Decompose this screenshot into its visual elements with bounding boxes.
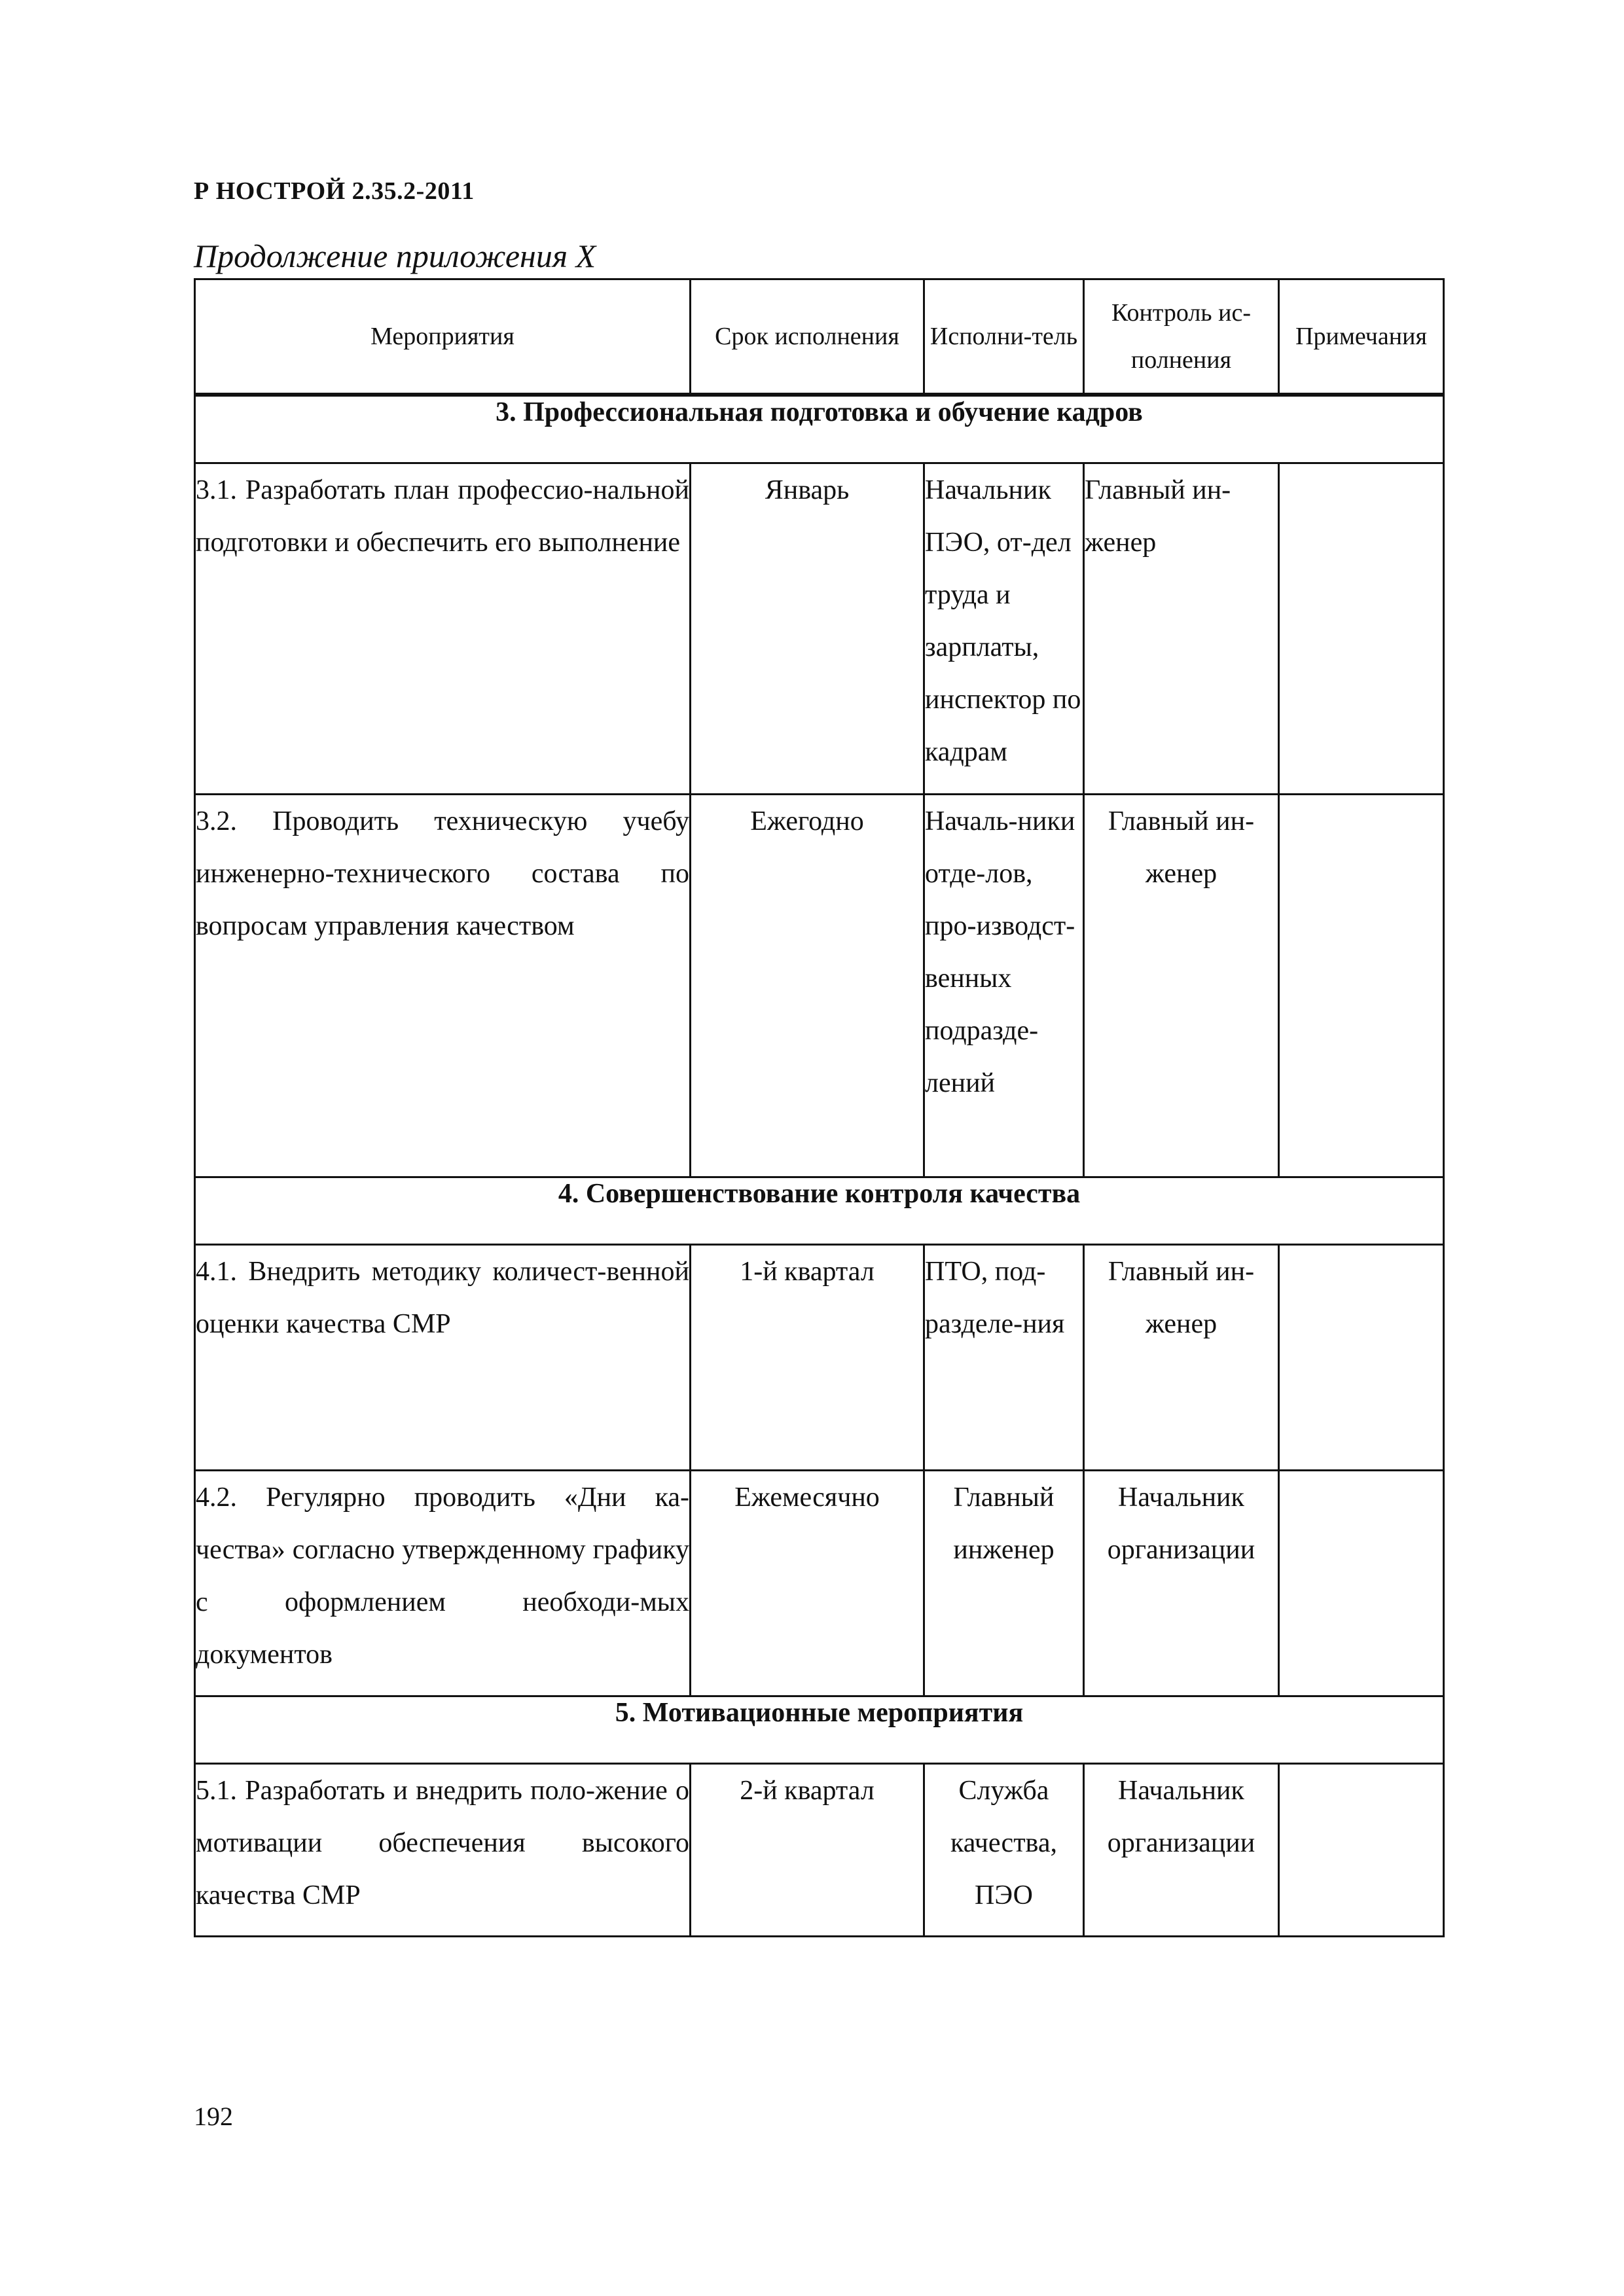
deadline-cell: 1-й квартал: [691, 1245, 924, 1471]
column-header-notes: Примечания: [1279, 279, 1444, 395]
note-cell: [1279, 463, 1444, 795]
note-cell: [1279, 1245, 1444, 1471]
section-title: 3. Профессиональная подготовка и обучение кадров: [195, 395, 1444, 463]
control-cell: Начальник организации: [1084, 1471, 1279, 1696]
note-cell: [1279, 795, 1444, 1177]
column-header-executor-text: Исполни-тель: [929, 323, 1078, 350]
deadline-cell: Январь: [691, 463, 924, 795]
control-cell: Главный ин-женер: [1084, 795, 1279, 1177]
column-header-activities: Мероприятия: [195, 279, 691, 395]
note-cell: [1279, 1471, 1444, 1696]
section-row: [195, 1177, 1444, 1245]
table-row: [195, 1471, 1444, 1696]
task-cell: 5.1. Разработать и внедрить поло-жение о мотивации обеспечения высокого качества СМР: [195, 1764, 691, 1937]
executor-cell: Служба качества, ПЭО: [924, 1764, 1084, 1937]
task-cell: 3.2. Проводить техническую учебу инженерно-технического состава по вопросам управления качеством: [195, 795, 691, 1177]
deadline-cell: Ежемесячно: [691, 1471, 924, 1696]
section-title: 4. Совершенствование контроля качества: [195, 1177, 1444, 1245]
table-row: [195, 1764, 1444, 1937]
note-cell: [1279, 1764, 1444, 1937]
activities-table: [194, 278, 1445, 1937]
table-row: [195, 1245, 1444, 1471]
table-header-row: [195, 279, 1444, 395]
column-header-deadline-text: Срок исполнения: [715, 323, 899, 350]
column-header-control-text: Контроль ис-полнения: [1111, 299, 1251, 374]
task-cell: 4.2. Регулярно проводить «Дни ка-чества» согласно утвержденному графику с оформлением необходи-мых документов: [195, 1471, 691, 1696]
control-cell: Главный ин-женер: [1084, 463, 1279, 795]
section-row: [195, 395, 1444, 463]
column-header-deadline: [691, 279, 924, 395]
executor-cell: Началь-ники отде-лов, про-изводст-венных подразде-лений: [924, 795, 1084, 1177]
executor-cell: Начальник ПЭО, от-дел труда и зарплаты, инспектор по кадрам: [924, 463, 1084, 795]
page-number: 192: [194, 2102, 233, 2131]
table-row: [195, 463, 1444, 795]
column-header-executor: [924, 279, 1084, 395]
column-header-control: [1084, 279, 1279, 395]
table-row: [195, 795, 1444, 1177]
control-cell: Начальник организации: [1084, 1764, 1279, 1937]
executor-cell: ПТО, под-разделе-ния: [924, 1245, 1084, 1471]
executor-cell: Главный инженер: [924, 1471, 1084, 1696]
section-title: 5. Мотивационные мероприятия: [195, 1696, 1444, 1764]
document-code: Р НОСТРОЙ 2.35.2-2011: [194, 177, 475, 205]
control-cell: Главный ин-женер: [1084, 1245, 1279, 1471]
task-cell: 3.1. Разработать план профессио-нальной подготовки и обеспечить его выполнение: [195, 463, 691, 795]
deadline-cell: 2-й квартал: [691, 1764, 924, 1937]
task-cell: 4.1. Внедрить методику количест-венной оценки качества СМР: [195, 1245, 691, 1471]
section-row: [195, 1696, 1444, 1764]
deadline-cell: Ежегодно: [691, 795, 924, 1177]
appendix-continuation-title: Продолжение приложения Х: [194, 238, 596, 274]
